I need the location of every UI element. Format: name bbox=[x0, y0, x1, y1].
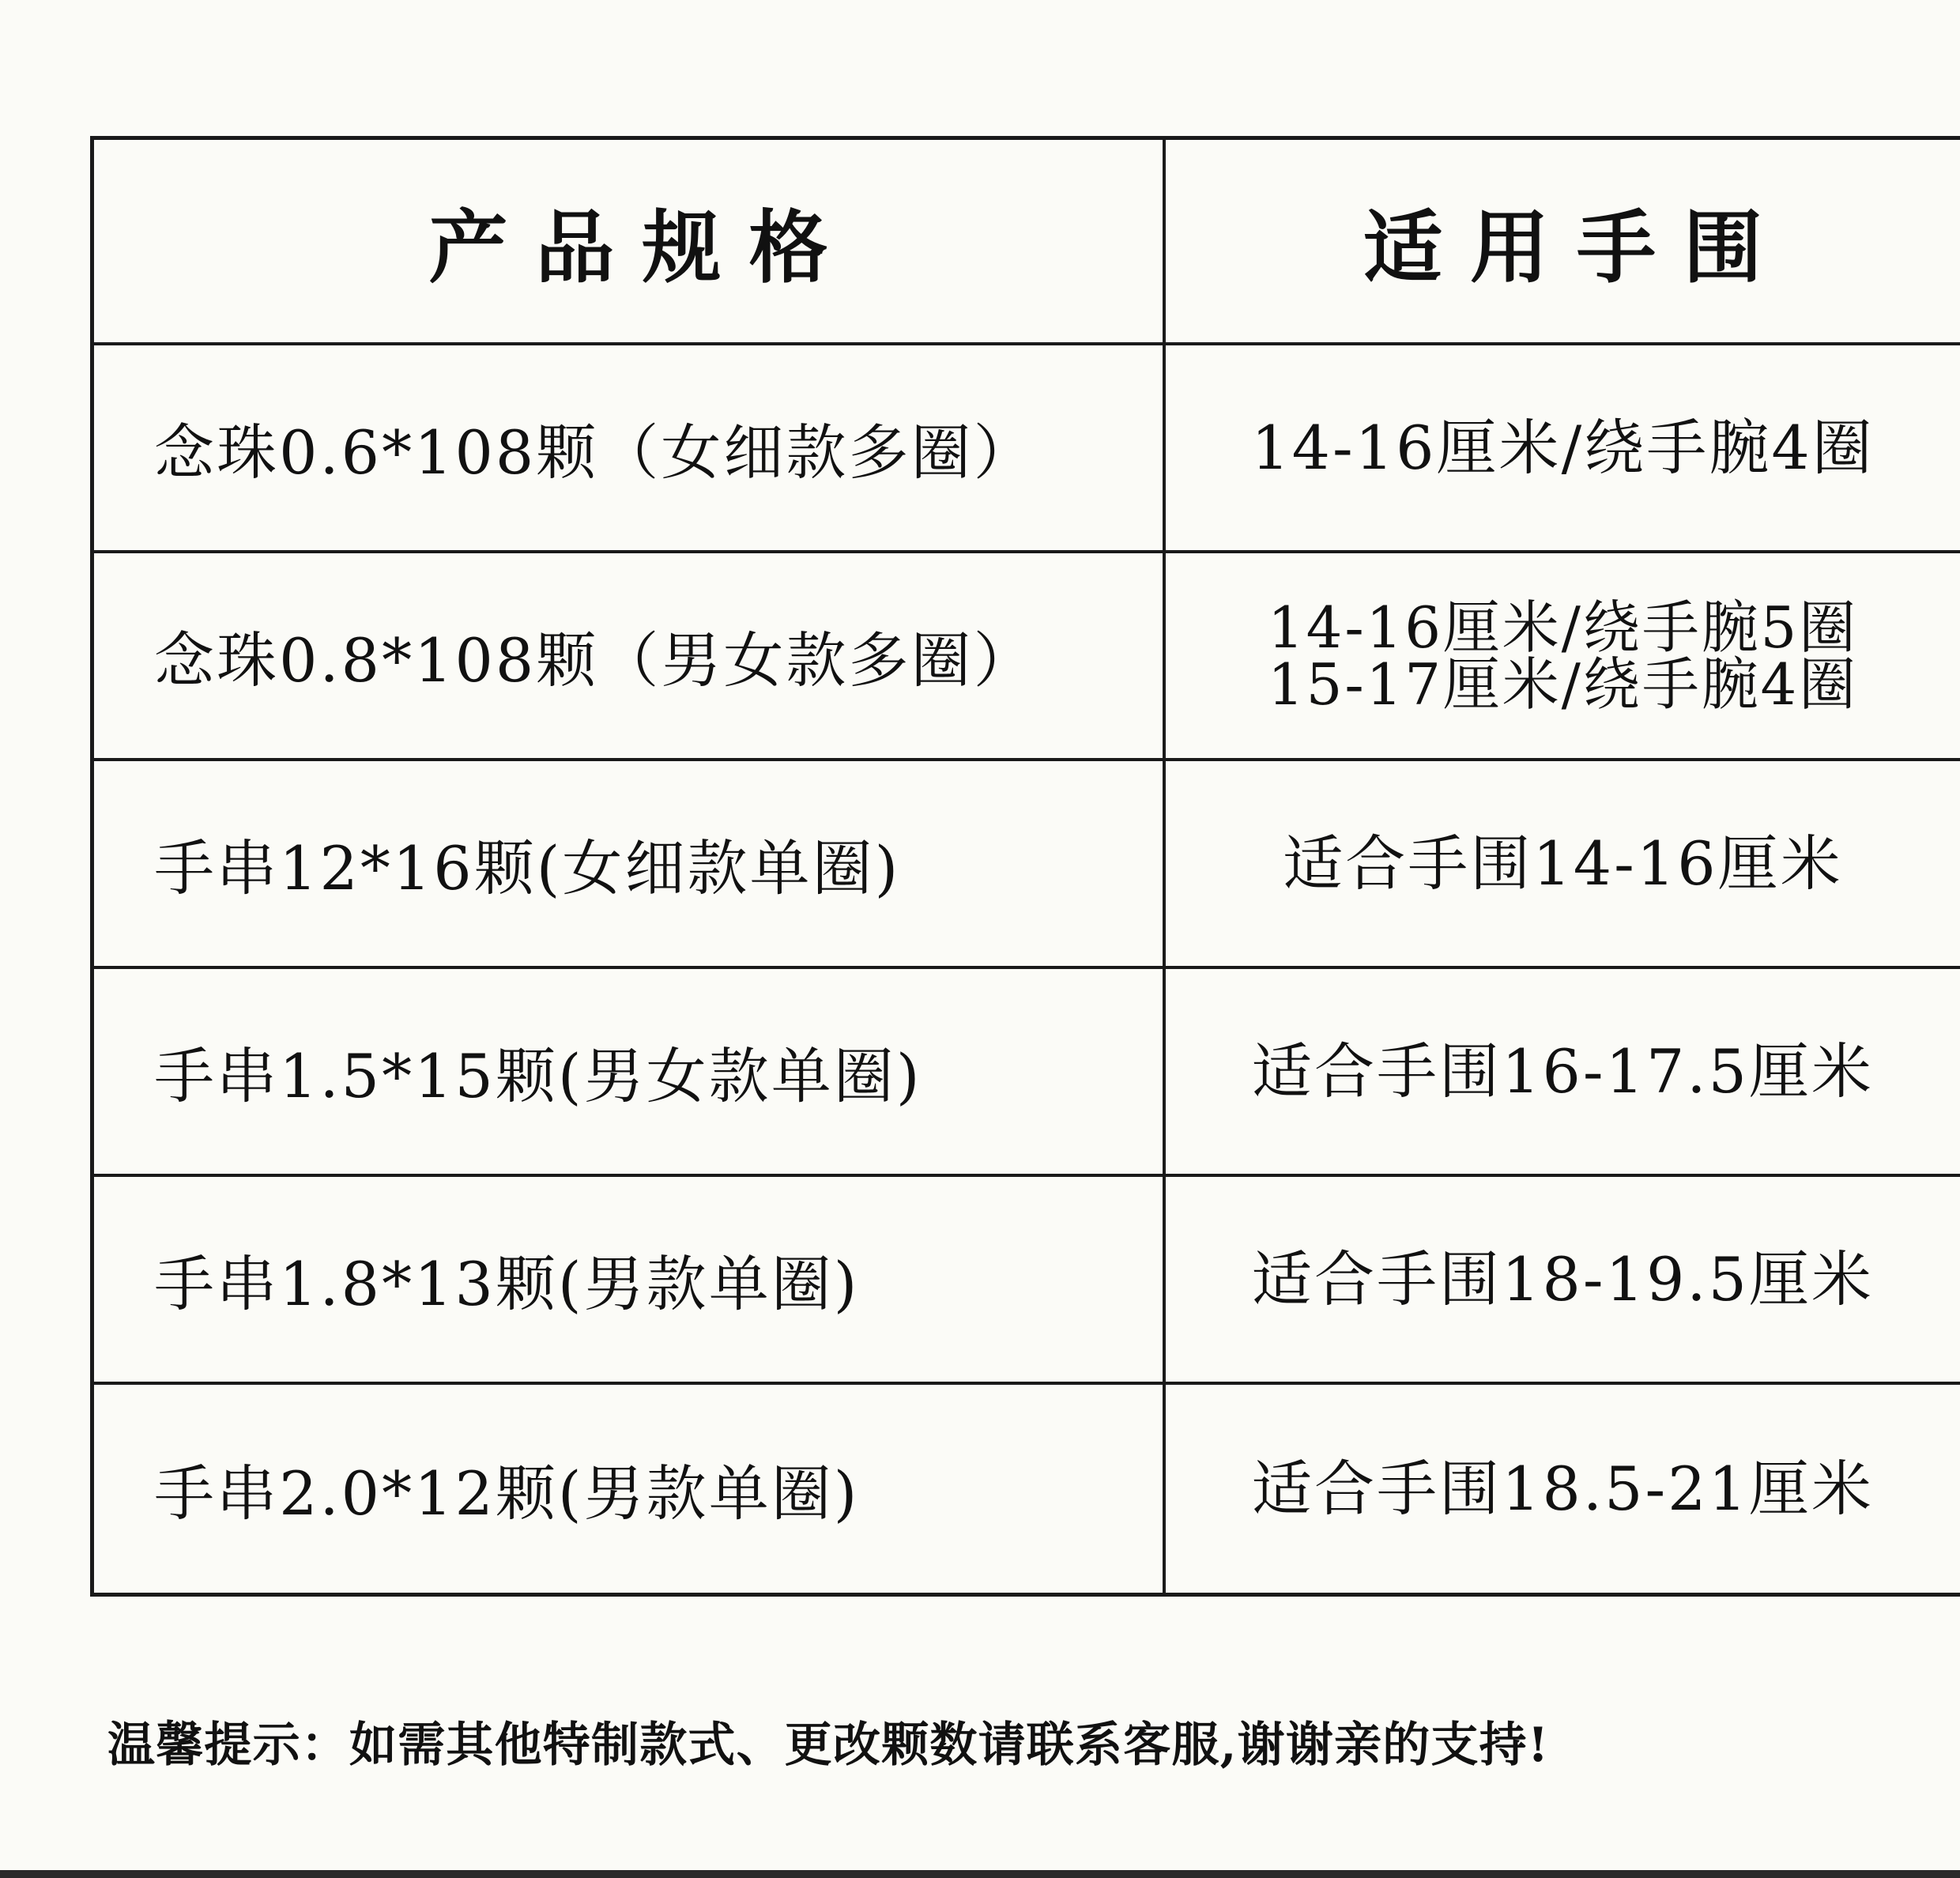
fit-line: 适合手围18.5-21厘米 bbox=[1251, 1453, 1875, 1524]
fit-cell bbox=[1166, 553, 1960, 761]
spec-cell: 手串2.0*12颗(男款单圈) bbox=[94, 1385, 1166, 1593]
spec-table bbox=[90, 136, 1960, 1597]
header-product-spec: 产品规格 bbox=[94, 140, 1166, 345]
fit-cell bbox=[1166, 345, 1960, 553]
spec-cell: 念珠0.6*108颗（女细款多圈） bbox=[94, 345, 1166, 553]
footer-note: 温馨提示：如需其他特制款式、更改颗数请联系客服,谢谢亲的支持! bbox=[107, 1718, 1550, 1773]
fit-line: 15-17厘米/绕手腕4圈 bbox=[1267, 651, 1859, 718]
spec-cell: 手串1.5*15颗(男女款单圈) bbox=[94, 969, 1166, 1177]
header-wrist-size: 适用手围 bbox=[1166, 140, 1960, 345]
fit-line: 适合手围16-17.5厘米 bbox=[1251, 1035, 1875, 1107]
fit-line: 适合手围18-19.5厘米 bbox=[1251, 1243, 1875, 1314]
fit-line: 14-16厘米/绕手腕5圈 bbox=[1267, 594, 1859, 661]
fit-line: 14-16厘米/绕手腕4圈 bbox=[1251, 412, 1875, 483]
fit-cell bbox=[1166, 969, 1960, 1177]
fit-line: 适合手围14-16厘米 bbox=[1283, 828, 1843, 899]
fit-cell bbox=[1166, 1177, 1960, 1385]
fit-cell bbox=[1166, 761, 1960, 969]
fit-cell bbox=[1166, 1385, 1960, 1593]
bottom-divider bbox=[0, 1870, 1960, 1878]
spec-cell: 念珠0.8*108颗（男女款多圈） bbox=[94, 553, 1166, 761]
spec-cell: 手串1.8*13颗(男款单圈) bbox=[94, 1177, 1166, 1385]
spec-cell: 手串12*16颗(女细款单圈) bbox=[94, 761, 1166, 969]
